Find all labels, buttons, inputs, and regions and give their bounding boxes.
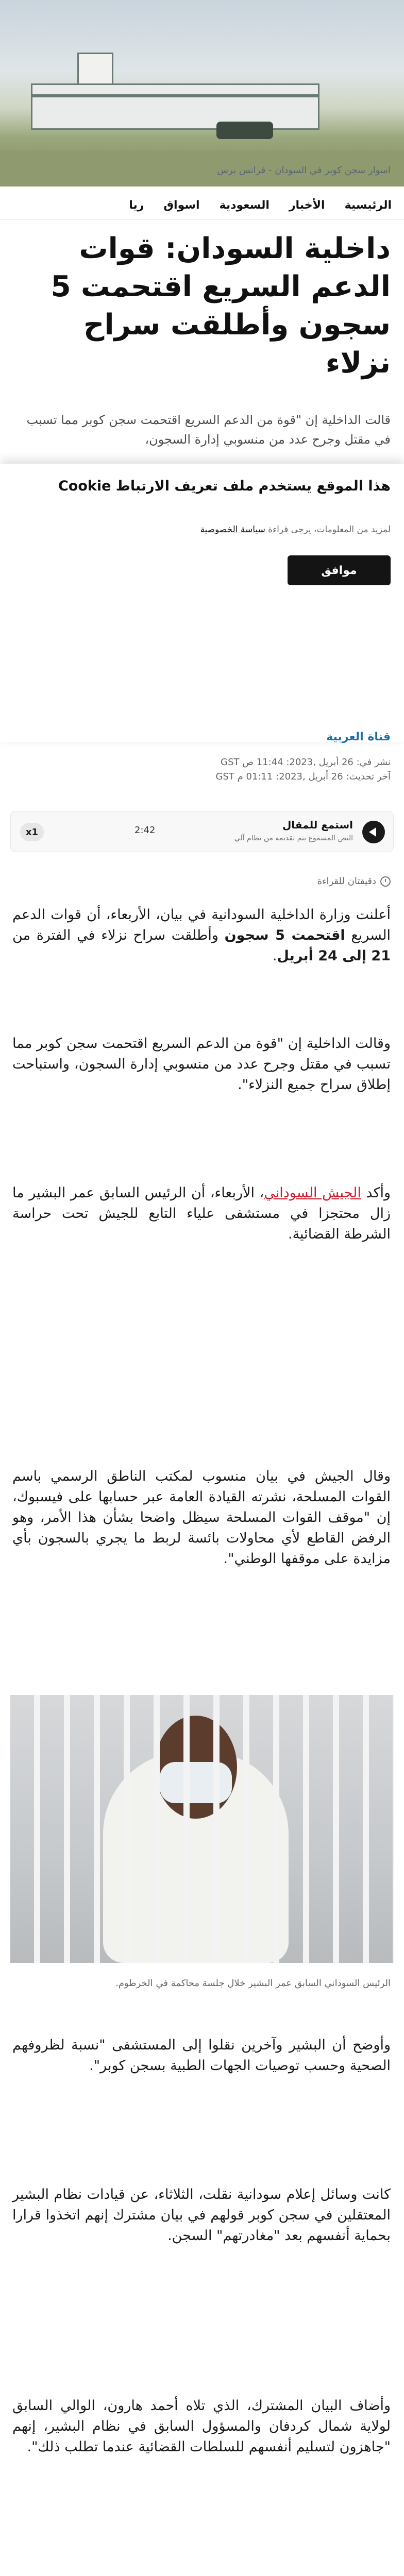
nav-item-markets[interactable]: اسواق [163, 199, 200, 212]
paragraph-3 [12, 1183, 391, 1245]
cookie-title: هذا الموقع يستخدم ملف تعريف الارتباط Cookie [58, 478, 391, 494]
p1-bold-b: 21 إلى 24 أبريل [277, 948, 391, 964]
vehicle-shape [216, 122, 273, 139]
paragraph-1 [12, 905, 391, 967]
paragraph-4: وقال الجيش في بيان منسوب لمكتب الناطق الرسمي باسم القوات المسلحة، نشرته القيادة العامة عبر حسابها على فيسبوك، إن "موقف القوات المسلحة سيظل واضحا بشأن هذا الأمر، وهو الرفض القاطع لأي محاولات بائسة لربط ما يجري بالسجون بأي مزايدة على موقفها الوطني". [12, 1468, 391, 1567]
hero-image [0, 0, 404, 187]
listen-label: استمع للمقال [282, 819, 353, 831]
powered-by-text: النص المسموع يتم تقديمه من نظام آلي [234, 834, 353, 842]
publish-dates [12, 755, 391, 784]
cookie-subtext [12, 524, 391, 535]
p3-text-b: ، الأربعاء، أن الرئيس السابق عمر البشير ما زال محتجزا في مستشفى علياء التابع للجيش تحت حراسة الشرطة القضائية. [12, 1185, 391, 1242]
paragraph-7: وأضاف البيان المشترك، الذي تلاه أحمد هارون، الوالي السابق لولاية شمال كردفان والمسؤول السابق في نظام البشير، إنهم "جاهزون لتسليم أنفسهم للسلطات القضائية عندما تطلب ذلك". [12, 2398, 391, 2455]
privacy-policy-link[interactable]: سياسة الخصوصية [200, 524, 265, 535]
photo-bars-shape [10, 1695, 394, 1963]
p3-text-a: وأكد [361, 1185, 391, 1201]
reading-time [317, 876, 391, 887]
section-nav [0, 192, 404, 219]
paragraph-5: وأوضح أن البشير وآخرين نقلوا إلى المستشفى "نسبة لظروفهم الصحية وحسب توصيات الجهات الطبية بسجن كوبر". [12, 2037, 391, 2074]
play-icon [369, 827, 376, 837]
article-title: داخلية السودان: قوات الدعم السريع اقتحمت 5 سجون وأطلقت سراح نزلاء [50, 232, 391, 380]
audio-player [10, 811, 394, 852]
published-date: نشر في: 26 أبريل ,2023: 11:44 ص GST [221, 757, 391, 768]
cookie-accept-button[interactable]: موافق [288, 555, 391, 585]
p1-text-c: . [272, 948, 277, 964]
reading-time-label: دقيقتان للقراءة [317, 876, 376, 887]
audio-duration: 2:42 [134, 825, 156, 836]
cookie-consent-panel [0, 464, 404, 742]
hero-caption: اسوار سجن كوبر في السودان - فرانس برس [217, 165, 391, 176]
p1-bold-a: اقتحمت 5 سجون [224, 927, 345, 943]
nav-item-news[interactable]: الأخبار [289, 199, 325, 212]
article-lead: قالت الداخلية إن "قوة من الدعم السريع اقتحمت سجن كوبر مما تسبب في مقتل وجرح عدد من منسوبي إدارة السجون، [26, 413, 391, 447]
source-link[interactable]: قناة العربية [326, 731, 391, 743]
nav-item-home[interactable]: الرئيسية [344, 199, 392, 212]
p1-text-a: أعلنت وزارة الداخلية السودانية في بيان، الأربعاء، أن قوات الدعم السريع [12, 907, 391, 943]
photo-caption: الرئيس السوداني السابق عمر البشير خلال جلسة محاكمة في الخرطوم. [115, 1978, 391, 1989]
cookie-subtext-label: لمزيد من المعلومات، يرجى قراءة [268, 524, 391, 535]
playback-speed-button[interactable]: x1 [20, 823, 44, 841]
prison-wall-shape [31, 83, 319, 130]
nav-item-saudi[interactable]: السعودية [219, 199, 270, 212]
clock-icon [380, 876, 391, 887]
army-link[interactable]: الجيش السوداني [264, 1185, 361, 1201]
nav-item-sports[interactable]: ريا [129, 199, 144, 212]
updated-date: آخر تحديث: 26 أبريل ,2023: 01:11 م GST [215, 771, 391, 782]
p1-text-b: وأطلقت سراح نزلاء في الفترة من [12, 927, 225, 943]
play-button[interactable] [362, 821, 385, 843]
bashir-photo [10, 1695, 394, 1963]
paragraph-2: وقالت الداخلية إن "قوة من الدعم السريع اقتحمت سجن كوبر مما تسبب في مقتل وجرح عدد من منسوبي إدارة السجون، واستباحت إطلاق سراح جميع النزلاء". [12, 1036, 391, 1093]
paragraph-6: كانت وسائل إعلام سودانية نقلت، الثلاثاء، عن قيادات نظام البشير المعتقلين في سجن كوبر قولهم في بيان مشترك إنهم اتخذوا قرارا بحماية أنفسهم بعد "مغادرتهم" السجن. [12, 2187, 391, 2244]
